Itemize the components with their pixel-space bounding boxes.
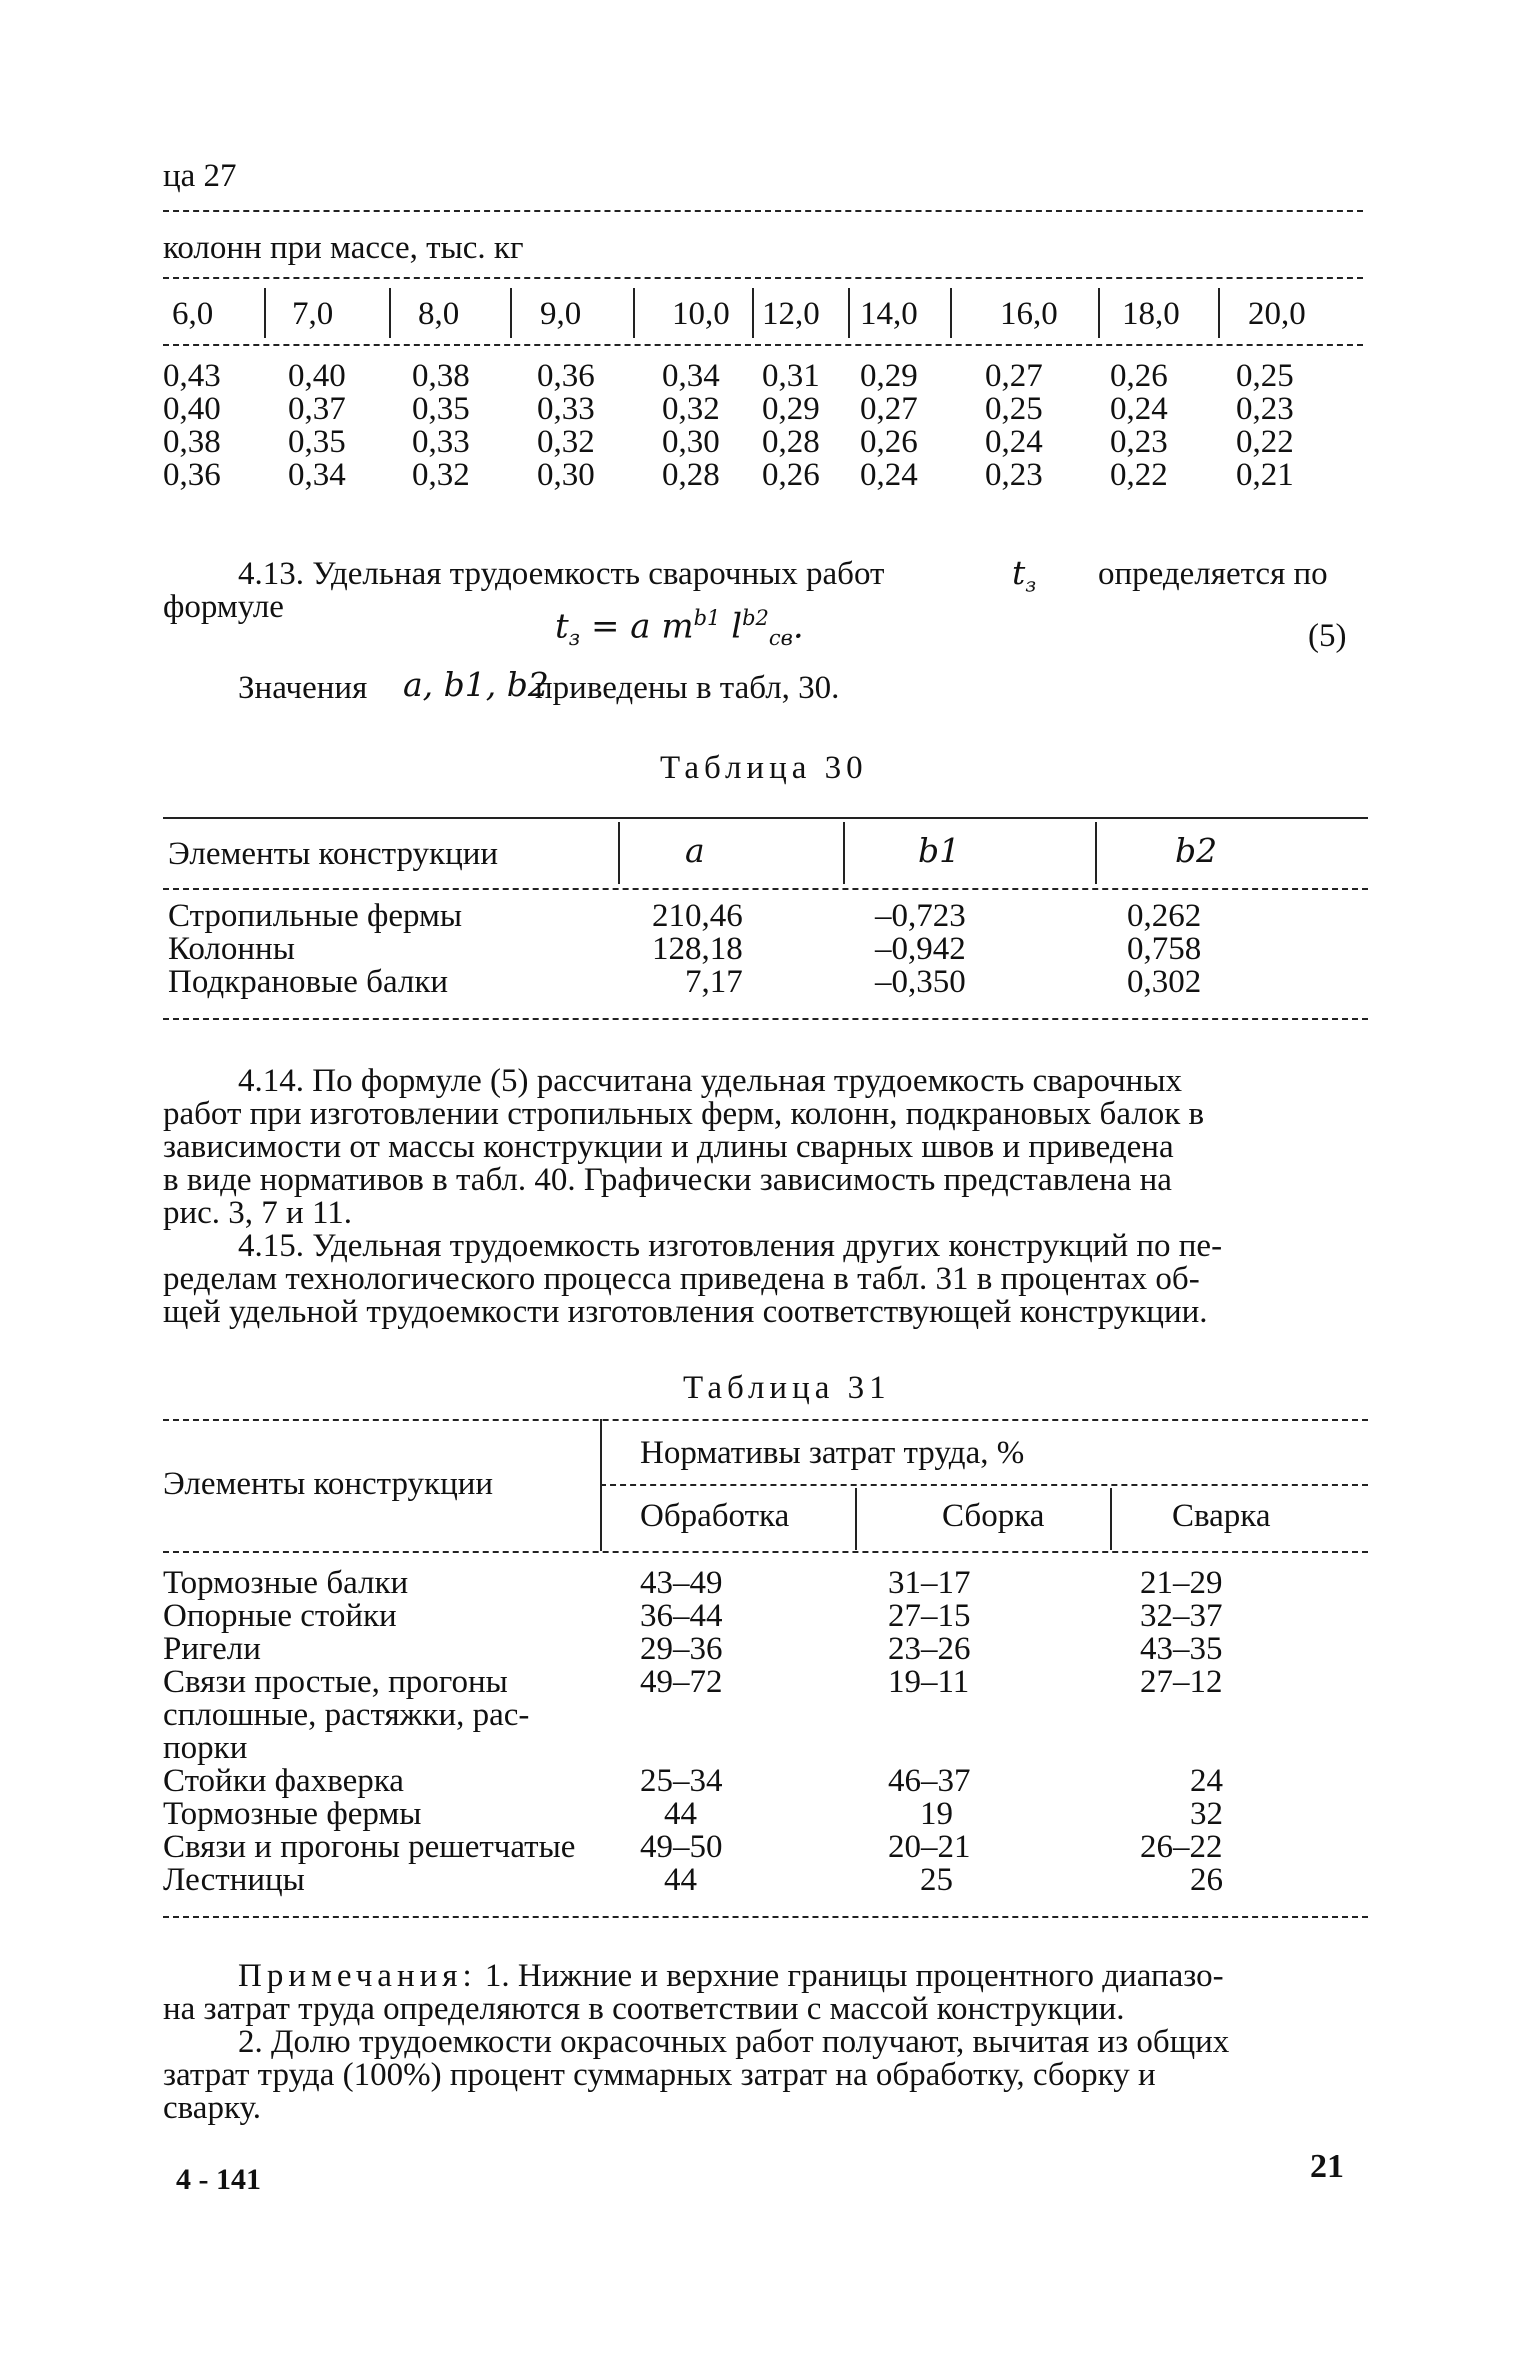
note-line: на затрат труда определяются в соответствии с массой конструкции. [163,1991,1125,2027]
formula-symbol-t: t [1012,553,1026,592]
paragraph-line: щей удельной трудоемкости изготовления соответствующей конструкции. [163,1294,1208,1330]
table-cell: 0,38 [163,424,221,460]
divider [163,888,1368,890]
table-cell: 29–36 [640,1631,723,1667]
table-cell: 210,46 [652,898,743,934]
table-cell: 0,302 [1127,964,1202,1000]
divider [1098,288,1100,338]
divider [264,288,266,338]
paragraph-line: зависимости от массы конструкции и длины сварных швов и приведена [163,1129,1174,1165]
table-cell: 32–37 [1140,1598,1223,1634]
note-line [163,1960,1368,1993]
table-cell: 46–37 [888,1763,971,1799]
table-cell: 0,25 [985,391,1043,427]
table-cell: 44 [664,1796,697,1832]
table-cell: Связи и прогоны решетчатые [163,1829,576,1865]
table-header-cell: a [685,831,705,870]
formula-dot: . [792,606,804,647]
paragraph-line: формуле [163,589,284,625]
table-cell: 0,758 [1127,931,1202,967]
table-cell: 0,30 [537,457,595,493]
divider [752,288,754,338]
table27-header-cell: 9,0 [540,296,582,332]
paragraph-line: ределам технологического процесса приведена в табл. 31 в процентах об- [163,1261,1200,1297]
formula-body: = a m [590,606,694,647]
note-text: 1. Нижние и верхние границы процентного диапазо- [484,1958,1224,1994]
table-header-cell: Элементы конструкции [163,1466,494,1502]
divider [1110,1488,1112,1550]
table-cell: 0,26 [860,424,918,460]
table-cell: 0,32 [537,424,595,460]
table-cell: 0,32 [412,457,470,493]
divider [950,288,952,338]
notes-label: Примечания: [238,1958,477,1994]
table-cell: 32 [1190,1796,1223,1832]
table27-header-cell: 8,0 [418,296,460,332]
table-cell: 0,34 [288,457,346,493]
table-cell: 19 [920,1796,953,1832]
divider [163,1551,1368,1553]
divider [633,288,635,338]
table-header-cell: Элементы конструкции [168,836,499,872]
table-cell: 0,40 [163,391,221,427]
table-cell: 43–49 [640,1565,723,1601]
table27-header-cell: 7,0 [292,296,334,332]
divider [1095,822,1097,884]
table-cell: порки [163,1730,248,1766]
table-cell: 0,35 [288,424,346,460]
table-header-cell: b1 [918,831,961,870]
formula-symbol-sub: з [1025,572,1037,597]
table-title: Таблица 30 [660,750,868,786]
divider [163,1419,1368,1421]
table-cell: 0,26 [1110,358,1168,394]
divider [163,1018,1368,1020]
paragraph-line: приведены в табл, 30. [535,670,840,706]
table-cell: 0,24 [860,457,918,493]
table-cell: 19–11 [888,1664,970,1700]
formula-symbol [1012,553,1037,597]
table-cell: 26 [1190,1862,1223,1898]
table-cell: Связи простые, прогоны [163,1664,508,1700]
table-cell: 21–29 [1140,1565,1223,1601]
table-cell: 0,40 [288,358,346,394]
page-number: 21 [1310,2148,1344,2185]
table-cell: 31–17 [888,1565,971,1601]
table-cell: 0,24 [1110,391,1168,427]
table-cell: Опорные стойки [163,1598,397,1634]
note-line: сварку. [163,2090,261,2126]
divider [163,344,1363,346]
table-cell: 36–44 [640,1598,723,1634]
formula-exponent: b1 [693,606,721,630]
formula-number: (5) [1308,618,1347,654]
formula-length: l [720,606,743,647]
paragraph-line: 4.15. Удельная трудоемкость изготовления других конструкций по пе- [238,1228,1223,1264]
table-cell: 0,26 [762,457,820,493]
table-header-cell: Обработка [640,1498,790,1534]
divider [163,277,1363,279]
paragraph-line: 4.13. Удельная трудоемкость сварочных работ [238,556,885,592]
table-cell: 27–12 [1140,1664,1223,1700]
formula-length-sub: св [768,626,793,651]
table-cell: 20–21 [888,1829,971,1865]
table-cell: 27–15 [888,1598,971,1634]
table27-header-cell: 6,0 [172,296,214,332]
table27-header-cell: 12,0 [762,296,820,332]
formula-exponent: b2 [742,606,769,630]
table-cell: 0,33 [412,424,470,460]
table-cell: 0,36 [537,358,595,394]
table-cell: 44 [664,1862,697,1898]
table-cell: Лестницы [163,1862,305,1898]
divider [163,817,1368,819]
section-4-15 [163,1230,1368,1329]
table-cell: 0,262 [1127,898,1202,934]
divider [163,1916,1368,1918]
divider [843,822,845,884]
divider [163,210,1363,212]
paragraph-line: 4.14. По формуле (5) рассчитана удельная трудоемкость сварочных [238,1063,1183,1099]
table-cell: сплошные, растяжки, рас- [163,1697,530,1733]
table-cell: 0,25 [1236,358,1294,394]
table-cell: 0,35 [412,391,470,427]
table-cell: 0,24 [985,424,1043,460]
table-cell: Тормозные балки [163,1565,409,1601]
table-cell: 0,38 [412,358,470,394]
table-cell: 0,21 [1236,457,1294,493]
table-cell: –0,942 [875,931,966,967]
table-cell: Стропильные фермы [168,898,463,934]
table-cell: 0,32 [662,391,720,427]
table-header-cell: Сборка [942,1498,1045,1534]
table-cell: 24 [1190,1763,1223,1799]
formula-symbols: a, b1, b2 [403,665,549,704]
table-cell: 128,18 [652,931,743,967]
notes [163,1960,1368,2125]
table-cell: 0,28 [762,424,820,460]
paragraph-line: рис. 3, 7 и 11. [163,1195,352,1231]
table-cell: 0,22 [1110,457,1168,493]
table-cell: 0,30 [662,424,720,460]
table-cell: 25–34 [640,1763,723,1799]
paragraph-line: Значения [238,670,368,706]
divider [600,1484,1368,1486]
divider [618,822,620,884]
table27-header-cell: 16,0 [1000,296,1058,332]
table-cell: 49–72 [640,1664,723,1700]
table27-header-cell: 18,0 [1122,296,1180,332]
table27-header-cell: 20,0 [1248,296,1306,332]
table-cell: 0,29 [860,358,918,394]
table-cell: 0,33 [537,391,595,427]
table-cell: 0,22 [1236,424,1294,460]
paragraph-line: определяется по [1098,556,1328,592]
table-cell: Подкрановые балки [168,964,449,1000]
table-cell: Стойки фахверка [163,1763,404,1799]
table-cell: 0,23 [985,457,1043,493]
footer-code: 4 - 141 [176,2163,261,2196]
table-cell: –0,350 [875,964,966,1000]
table-cell: Ригели [163,1631,261,1667]
divider [510,288,512,338]
table-cell: 23–26 [888,1631,971,1667]
table-cell: 43–35 [1140,1631,1223,1667]
table27-title: ца 27 [163,158,237,194]
table-cell: 0,43 [163,358,221,394]
divider [389,288,391,338]
table-cell: 49–50 [640,1829,723,1865]
paragraph-line: в виде нормативов в табл. 40. Графически зависимость представлена на [163,1162,1172,1198]
table-cell: 0,34 [662,358,720,394]
formula [555,608,804,649]
table-cell: 7,17 [685,964,743,1000]
formula-lhs-sub: з [568,626,581,651]
divider [855,1488,857,1550]
note-line: затрат труда (100%) процент суммарных затрат на обработку, сборку и [163,2057,1156,2093]
table27-header-cell: 10,0 [672,296,730,332]
table-cell: Колонны [168,931,295,967]
table-cell: 0,23 [1110,424,1168,460]
note-line: 2. Долю трудоемкости окрасочных работ получают, вычитая из общих [238,2024,1230,2060]
divider [848,288,850,338]
table-cell: Тормозные фермы [163,1796,422,1832]
table-cell: 0,29 [762,391,820,427]
table-cell: –0,723 [875,898,966,934]
table-cell: 0,31 [762,358,820,394]
formula-lhs: t [555,606,569,647]
table-cell: 0,37 [288,391,346,427]
table-cell: 26–22 [1140,1829,1223,1865]
table27-subtitle: колонн при массе, тыс. кг [163,230,524,266]
table-header-cell: b2 [1175,831,1218,870]
table-cell: 0,23 [1236,391,1294,427]
divider [1218,288,1220,338]
table-cell: 0,27 [985,358,1043,394]
table-cell: 25 [920,1862,953,1898]
section-4-14 [163,1065,1368,1230]
table-group-header: Нормативы затрат труда, % [640,1435,1025,1471]
table-cell: 0,27 [860,391,918,427]
table-cell: 0,28 [662,457,720,493]
paragraph-line: работ при изготовлении стропильных ферм, колонн, подкрановых балок в [163,1096,1205,1132]
table-header-cell: Сварка [1172,1498,1271,1534]
table-cell: 0,36 [163,457,221,493]
table-title: Таблица 31 [683,1370,891,1406]
table27-header-cell: 14,0 [860,296,918,332]
